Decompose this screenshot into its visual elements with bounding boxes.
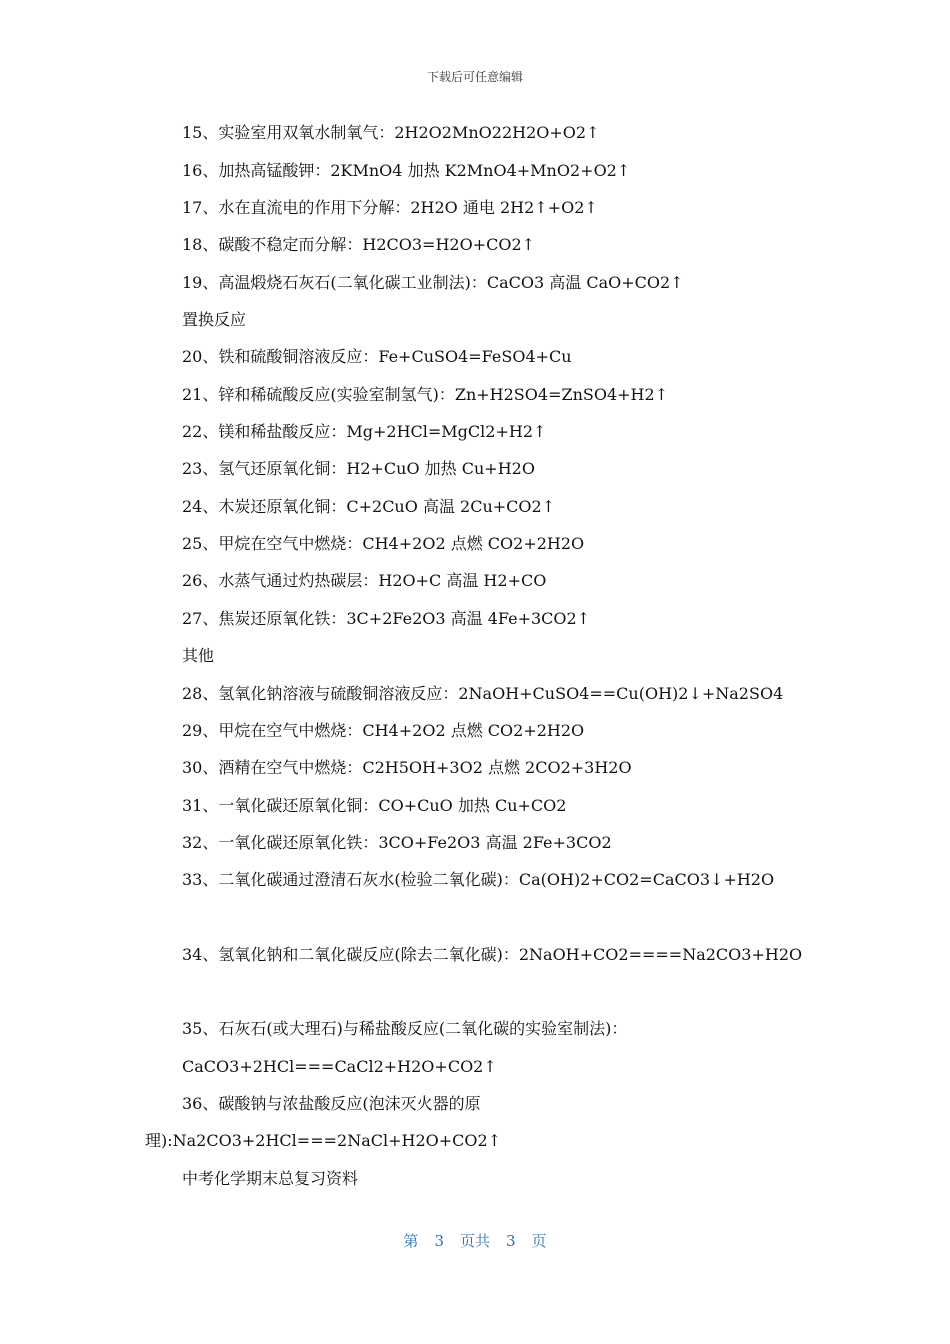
page-footer [0, 1230, 950, 1251]
footer-word-di: 第 [403, 1232, 419, 1250]
section-heading-other: 其他 [182, 646, 215, 665]
equation-line-32: 32、一氧化碳还原氧化铁：3CO+Fe2O3 高温 2Fe+3CO2 [182, 833, 612, 852]
equation-line-15: 15、实验室用双氧水制氧气：2H2O2MnO22H2O+O2↑ [182, 123, 600, 142]
equation-line-18: 18、碳酸不稳定而分解：H2CO3=H2O+CO2↑ [182, 235, 536, 254]
equation-line-23: 23、氢气还原氧化铜：H2+CuO 加热 Cu+H2O [182, 459, 535, 478]
footer-page-total: 3 [506, 1232, 516, 1250]
equation-line-21: 21、锌和稀硫酸反应(实验室制氢气)：Zn+H2SO4=ZnSO4+H2↑ [182, 385, 669, 404]
footer-page-number: 3 [434, 1232, 444, 1250]
equation-line-33: 33、二氧化碳通过澄清石灰水(检验二氧化碳)：Ca(OH)2+CO2=CaCO3↓+H2O [182, 870, 775, 889]
footer-word-ye: 页 [531, 1232, 547, 1250]
equation-line-26: 26、水蒸气通过灼热碳层：H2O+C 高温 H2+CO [182, 571, 547, 590]
equation-line-35: 35、石灰石(或大理石)与稀盐酸反应(二氧化碳的实验室制法)： [182, 1019, 628, 1038]
equation-line-36-cont: 理):Na2CO3+2HCl===2NaCl+H2O+CO2↑ [145, 1131, 502, 1150]
equation-line-17: 17、水在直流电的作用下分解：2H2O 通电 2H2↑+O2↑ [182, 198, 598, 217]
equation-line-27: 27、焦炭还原氧化铁：3C+2Fe2O3 高温 4Fe+3CO2↑ [182, 609, 591, 628]
equation-line-35-cont: CaCO3+2HCl===CaCl2+H2O+CO2↑ [182, 1057, 497, 1076]
footer-word-yegong: 页共 [459, 1232, 490, 1250]
section-heading-displacement: 置换反应 [182, 310, 247, 329]
page-header: 下载后可任意编辑 [426, 70, 523, 84]
equation-line-30: 30、酒精在空气中燃烧：C2H5OH+3O2 点燃 2CO2+3H2O [182, 758, 632, 777]
equation-line-36: 36、碳酸钠与浓盐酸反应(泡沫灭火器的原 [182, 1094, 481, 1113]
equation-line-25: 25、甲烷在空气中燃烧：CH4+2O2 点燃 CO2+2H2O [182, 534, 585, 553]
equation-line-34: 34、氢氧化钠和二氧化碳反应(除去二氧化碳)：2NaOH+CO2====Na2CO3+H2O [182, 945, 803, 964]
equation-line-20: 20、铁和硫酸铜溶液反应：Fe+CuSO4=FeSO4+Cu [182, 347, 572, 366]
equation-line-24: 24、木炭还原氧化铜：C+2CuO 高温 2Cu+CO2↑ [182, 497, 556, 516]
equation-line-31: 31、一氧化碳还原氧化铜：CO+CuO 加热 Cu+CO2 [182, 796, 567, 815]
equation-line-28: 28、氢氧化钠溶液与硫酸铜溶液反应：2NaOH+CuSO4==Cu(OH)2↓+Na2SO4 [182, 684, 784, 703]
closing-title: 中考化学期末总复习资料 [182, 1169, 359, 1188]
equation-line-22: 22、镁和稀盐酸反应：Mg+2HCl=MgCl2+H2↑ [182, 422, 547, 441]
equation-line-19: 19、高温煅烧石灰石(二氧化碳工业制法)：CaCO3 高温 CaO+CO2↑ [182, 273, 684, 292]
equation-line-29: 29、甲烷在空气中燃烧：CH4+2O2 点燃 CO2+2H2O [182, 721, 585, 740]
equation-line-16: 16、加热高锰酸钾：2KMnO4 加热 K2MnO4+MnO2+O2↑ [182, 161, 631, 180]
